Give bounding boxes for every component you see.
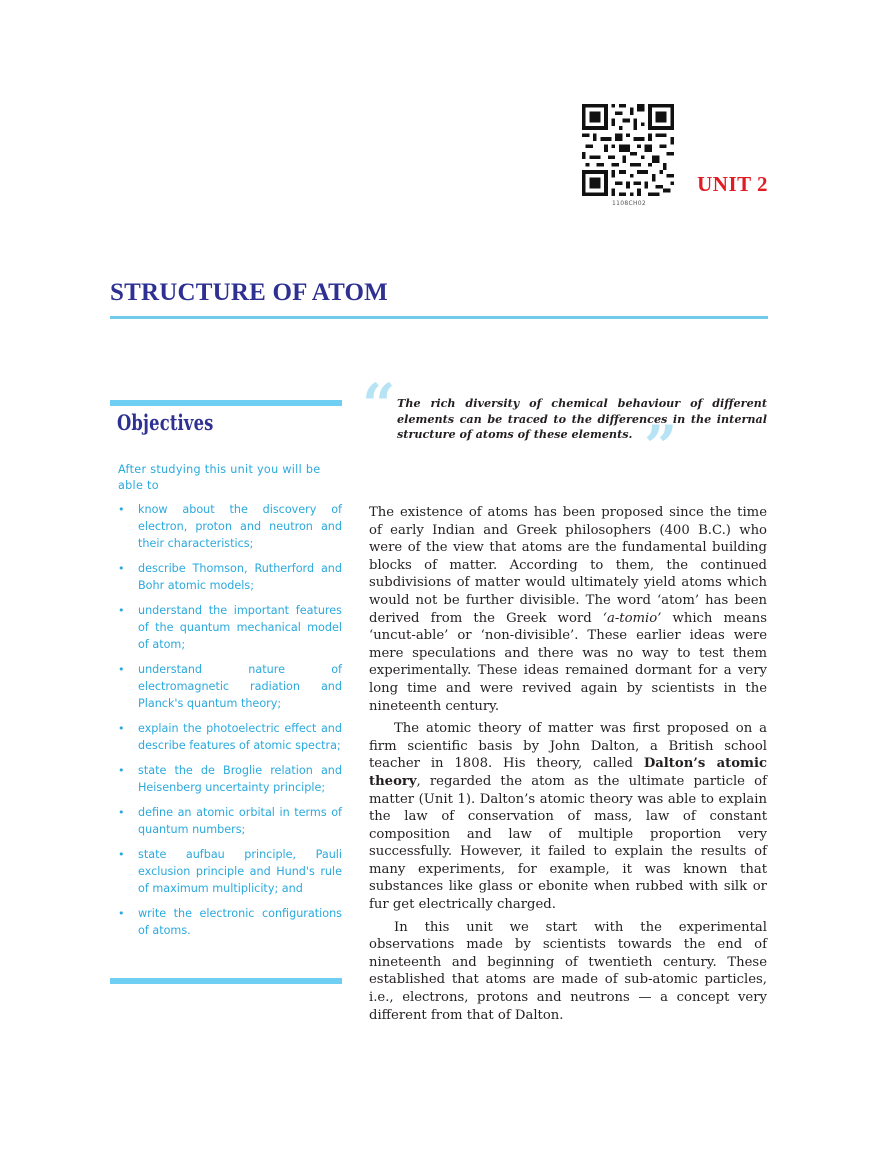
- bullet-icon: •: [118, 848, 125, 861]
- bullet-icon: •: [118, 503, 125, 516]
- paragraph: [369, 720, 767, 914]
- objective-item: [118, 846, 342, 897]
- objective-item: [118, 661, 342, 712]
- objectives-top-bar: [110, 400, 342, 406]
- objectives-heading: Objectives: [117, 410, 214, 435]
- objective-text: describe Thomson, Rutherford and Bohr atomic models;: [138, 562, 342, 592]
- objective-text: define an atomic orbital in terms of quantum numbers;: [138, 806, 342, 836]
- unit-label: UNIT 2: [697, 172, 768, 196]
- objective-text: explain the photoelectric effect and describe features of atomic spectra;: [138, 722, 342, 752]
- objective-item: [118, 905, 342, 939]
- title-rule: [110, 316, 768, 319]
- qr-code-id: 1108CH02: [611, 200, 646, 207]
- objective-item: [118, 602, 342, 653]
- close-quote-icon: ”: [644, 413, 678, 481]
- objectives-intro: After studying this unit you will be able to: [118, 463, 321, 492]
- objective-text: write the electronic configurations of atoms.: [138, 907, 342, 937]
- qr-code-block: [582, 104, 676, 207]
- bullet-icon: •: [118, 722, 125, 735]
- quote-text: The rich diversity of chemical behaviour of different elements can be traced to the differences in the internal structure of atoms of these elements.: [397, 396, 767, 441]
- bold-term: Dalton’s atomic theory: [369, 756, 767, 789]
- paragraph: In this unit we start with the experimental observations made by scientists towards the end of nineteenth and beginning of twentieth century. These established that atoms are made of sub-atomic particles, i.e., electrons, protons and neutrons — a concept very different from that of Dalton.: [369, 919, 767, 1023]
- objective-item: [118, 560, 342, 594]
- objectives-list: [118, 501, 342, 947]
- bullet-icon: •: [118, 806, 125, 819]
- objective-text: state aufbau principle, Pauli exclusion principle and Hund's rule of maximum multiplicity; and: [138, 848, 342, 895]
- paragraph-text: The atomic theory of matter was first proposed on a firm scientific basis by John Dalton, a British school teacher in 1808. His theory, called: [369, 721, 767, 772]
- paragraph: [369, 504, 767, 715]
- bullet-icon: •: [118, 604, 125, 617]
- bullet-icon: •: [118, 663, 125, 676]
- open-quote-icon: “: [362, 371, 396, 439]
- paragraph-text: which means ‘uncut-able’ or ‘non-divisible’. These earlier ideas were mere speculations and there was no way to test them experimentally. These ideas remained dormant for a very long time and were revived again by scientists in the nineteenth century.: [369, 610, 767, 714]
- objective-item: [118, 762, 342, 796]
- body-text: [369, 504, 767, 1029]
- paragraph-text: The existence of atoms has been proposed since the time of early Indian and Greek philosophers (400 B.C.) who were of the view that atoms are the fundamental building blocks of matter. According to them, the continued subdivisions of matter would ultimately yield atoms which would not be further divisible. The word ‘atom’ has been derived from the Greek word: [369, 505, 767, 626]
- bullet-icon: •: [118, 562, 125, 575]
- objective-item: [118, 501, 342, 552]
- chapter-title: STRUCTURE OF ATOM: [110, 279, 388, 306]
- bullet-icon: •: [118, 764, 125, 777]
- objective-item: [118, 804, 342, 838]
- objectives-bottom-bar: [110, 978, 342, 984]
- objective-item: [118, 720, 342, 754]
- paragraph-text: , regarded the atom as the ultimate particle of matter (Unit 1). Dalton’s atomic theory was able to explain the law of conservation of mass, law of constant composition and law of multiple proportion very successfully. However, it failed to explain the results of many experiments, for example, it was known that substances like glass or ebonite when rubbed with silk or fur get electrically charged.: [369, 773, 767, 913]
- objective-text: state the de Broglie relation and Heisenberg uncertainty principle;: [138, 764, 342, 794]
- bullet-icon: •: [118, 907, 125, 920]
- italic-term: ‘a-tomio’: [602, 610, 662, 626]
- qr-code-icon: [582, 104, 674, 196]
- objective-text: understand nature of electromagnetic radiation and Planck's quantum theory;: [138, 663, 342, 710]
- objective-text: understand the important features of the quantum mechanical model of atom;: [138, 604, 342, 651]
- objective-text: know about the discovery of electron, proton and neutron and their characteristics;: [138, 503, 342, 550]
